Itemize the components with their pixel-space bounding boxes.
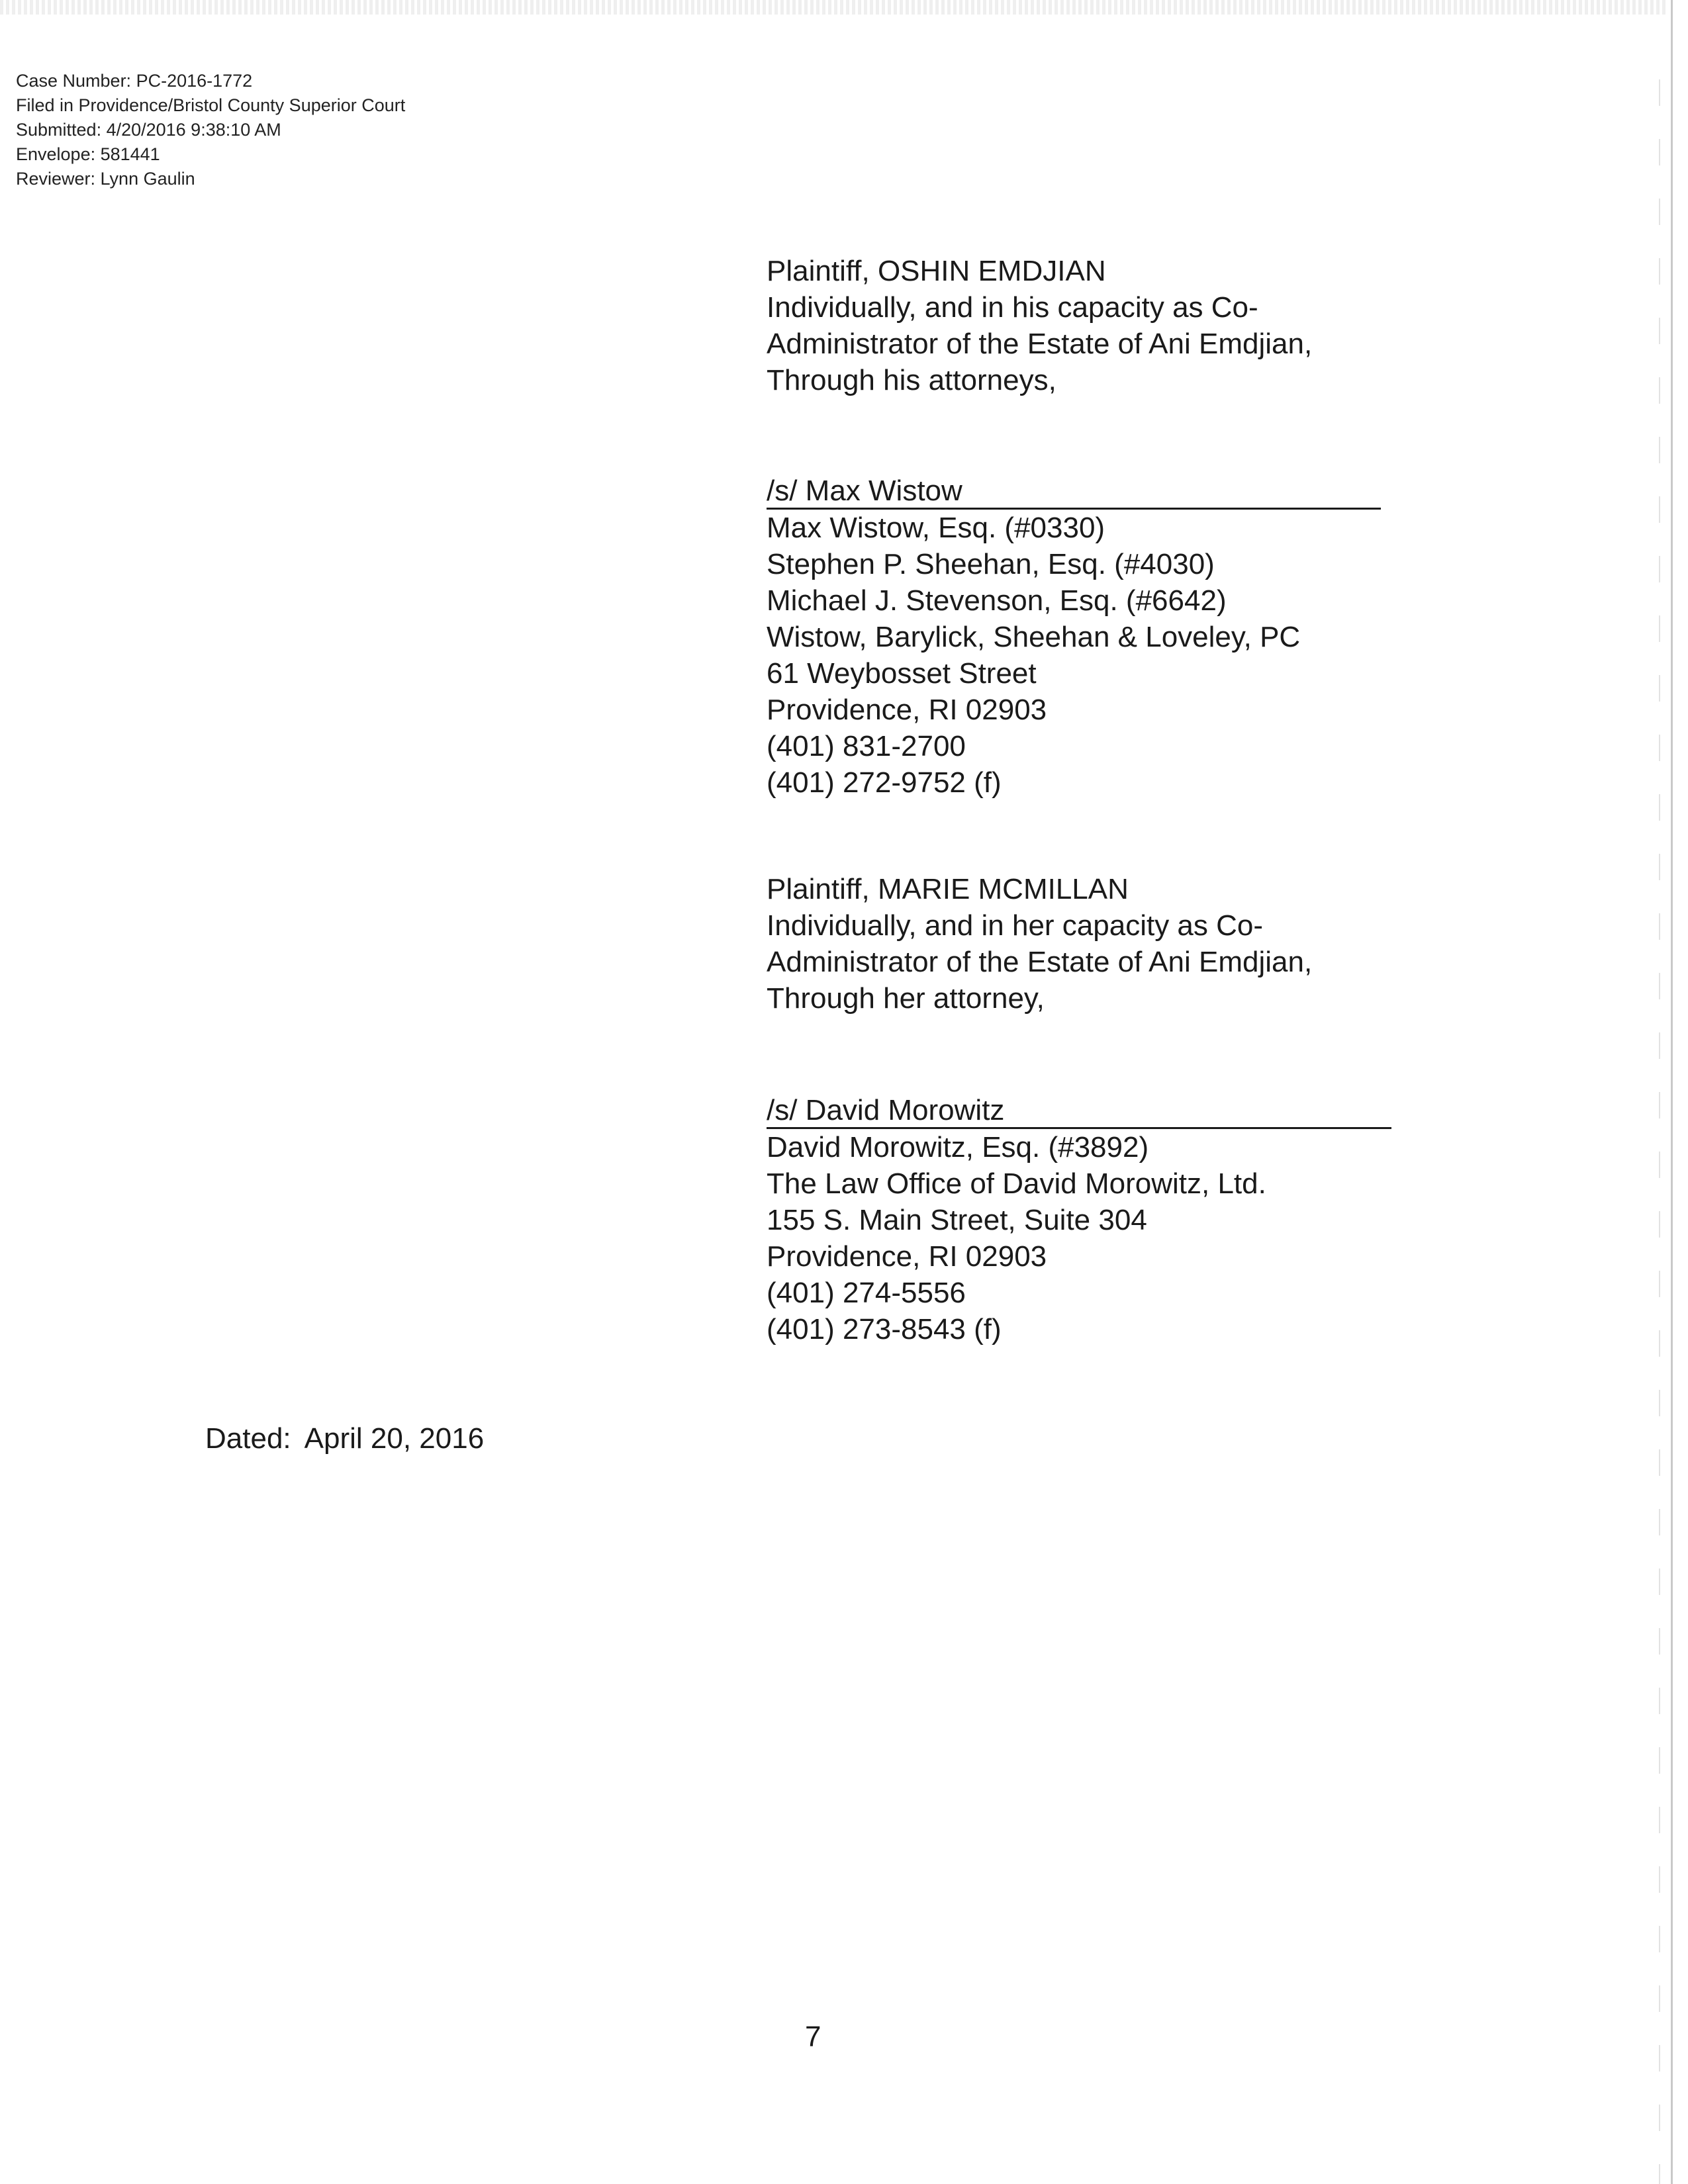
- scan-artifact-right-mark: [1659, 79, 1660, 2184]
- filing-header: [16, 69, 405, 191]
- attorney-1-city: Providence, RI 02903: [767, 694, 1047, 726]
- dated-line: [205, 1420, 484, 1457]
- plaintiff-2-block: [767, 871, 1312, 1017]
- plaintiff-1-block: [767, 253, 1312, 398]
- attorney-2-street: 155 S. Main Street, Suite 304: [767, 1204, 1147, 1236]
- plaintiff-2-name: Plaintiff, MARIE MCMILLAN: [767, 873, 1129, 905]
- reviewer-name: Reviewer: Lynn Gaulin: [16, 169, 195, 189]
- submitted-timestamp: Submitted: 4/20/2016 9:38:10 AM: [16, 120, 281, 140]
- attorney-1-street: 61 Weybosset Street: [767, 657, 1037, 690]
- attorney-2-line: David Morowitz, Esq. (#3892): [767, 1131, 1149, 1163]
- scan-artifact-top: [0, 0, 1668, 15]
- attorney-1-line: Max Wistow, Esq. (#0330): [767, 512, 1105, 544]
- plaintiff-2-capacity: Individually, and in her capacity as Co-: [767, 909, 1264, 942]
- dated-value: April 20, 2016: [304, 1422, 485, 1455]
- plaintiff-2-estate: Administrator of the Estate of Ani Emdjian,: [767, 946, 1313, 978]
- attorney-2-city: Providence, RI 02903: [767, 1240, 1047, 1273]
- attorney-1-line: Stephen P. Sheehan, Esq. (#4030): [767, 548, 1215, 580]
- plaintiff-1-capacity: Individually, and in his capacity as Co-: [767, 291, 1258, 324]
- scan-artifact-right-edge: [1671, 0, 1673, 2184]
- page-number: 7: [805, 2021, 821, 2053]
- dated-label: Dated:: [205, 1422, 291, 1455]
- attorney-2-fax: (401) 273-8543 (f): [767, 1313, 1002, 1345]
- plaintiff-2-through: Through her attorney,: [767, 982, 1045, 1015]
- attorney-2-firm: The Law Office of David Morowitz, Ltd.: [767, 1167, 1266, 1200]
- attorney-1-line: Michael J. Stevenson, Esq. (#6642): [767, 584, 1227, 617]
- envelope-number: Envelope: 581441: [16, 144, 160, 164]
- plaintiff-1-name: Plaintiff, OSHIN EMDJIAN: [767, 255, 1106, 287]
- attorney-1-block: [767, 473, 1381, 801]
- attorney-1-firm: Wistow, Barylick, Sheehan & Loveley, PC: [767, 621, 1301, 653]
- attorney-1-fax: (401) 272-9752 (f): [767, 766, 1002, 799]
- attorney-2-block: [767, 1092, 1391, 1347]
- attorney-1-signature-line: /s/ Max Wistow: [767, 475, 1381, 510]
- plaintiff-1-through: Through his attorneys,: [767, 364, 1056, 396]
- attorney-1-phone: (401) 831-2700: [767, 730, 966, 762]
- plaintiff-1-estate: Administrator of the Estate of Ani Emdjian,: [767, 328, 1313, 360]
- filed-in-court: Filed in Providence/Bristol County Superior Court: [16, 95, 406, 115]
- attorney-2-signature-line: /s/ David Morowitz: [767, 1094, 1391, 1129]
- attorney-2-phone: (401) 274-5556: [767, 1277, 966, 1309]
- case-number: Case Number: PC-2016-1772: [16, 71, 253, 91]
